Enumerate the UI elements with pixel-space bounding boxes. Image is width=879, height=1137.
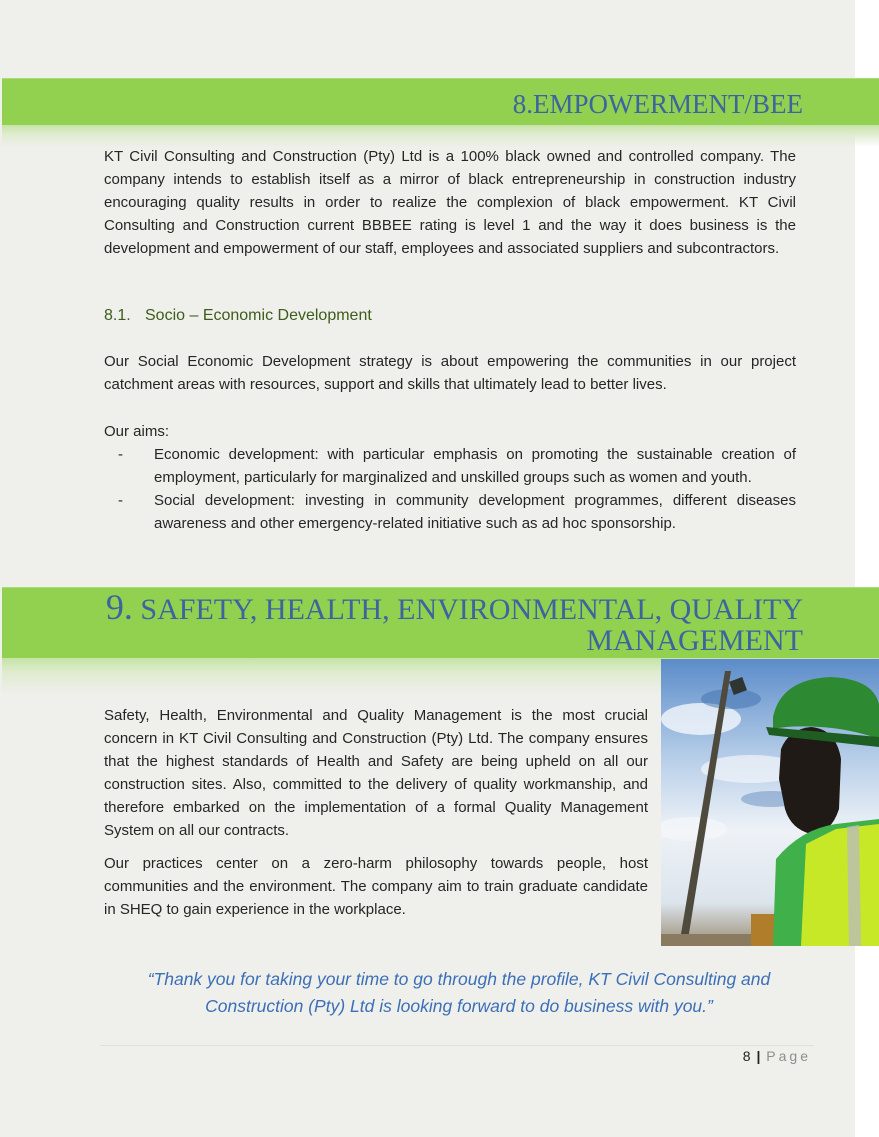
section-8-heading-number: 8. xyxy=(512,89,533,119)
aim-text: Economic development: with particular emphasis on promoting the sustainable creation of employment, particularly for marginalized and unskilled groups such as women and youth. xyxy=(154,446,796,486)
section-8-heading xyxy=(513,91,803,118)
subsection-8-1-heading xyxy=(104,307,372,325)
footer-divider xyxy=(100,1045,814,1046)
aims-list-item xyxy=(104,443,796,489)
section-9-heading xyxy=(83,587,803,657)
list-bullet-dash: - xyxy=(118,492,123,509)
subsection-number: 8.1. xyxy=(104,307,131,324)
subsection-title: Socio – Economic Development xyxy=(145,307,372,324)
section-8-heading-band xyxy=(2,78,879,125)
section-9-paragraph-1: Safety, Health, Environmental and Quality Management is the most crucial concern in KT Civil Consulting and Construction (Pty) Ltd. The company ensures that the highest standards of Health and Safety are being upheld on all our construction sites. Also, committed to the delivery of quality workmanship, and therefore embarked on the implementation of a formal Quality Management System on all our contracts. xyxy=(104,707,648,839)
section-9-paragraph-2: Our practices center on a zero-harm philosophy towards people, host communities and the environment. The company aim to train graduate candidate in SHEQ to gain experience in the workplace. xyxy=(104,855,648,918)
subsection-8-1-paragraph: Our Social Economic Development strategy is about empowering the communities in our project catchment areas with resources, support and skills that ultimately lead to better lives. xyxy=(104,353,796,393)
aim-text: Social development: investing in community development programmes, different diseases awareness and other emergency-related initiative such as ad hoc sponsorship. xyxy=(154,492,796,532)
section-8-heading-text: EMPOWERMENT/BEE xyxy=(533,89,803,119)
worker-photo-illustration xyxy=(661,659,879,946)
page-number: 8 xyxy=(742,1048,751,1064)
section-8-band-shadow xyxy=(2,125,879,147)
aims-list xyxy=(104,443,796,535)
aims-label: Our aims: xyxy=(104,423,170,440)
construction-worker-photo xyxy=(661,659,879,946)
section-8-paragraph: KT Civil Consulting and Construction (Pty) Ltd is a 100% black owned and controlled company. The company intends to establish itself as a mirror of black entrepreneurship in construction industry encouraging quality results in order to realize the complexion of black empowerment. KT Civil Consulting and Construction current BBBEE rating is level 1 and the way it does business is the development and empowerment of our staff, employees and associated suppliers and subcontractors. xyxy=(104,148,796,257)
section-9-heading-text: SAFETY, HEALTH, ENVIRONMENTAL, QUALITY MANAGEMENT xyxy=(140,593,803,657)
aims-list-item xyxy=(104,489,796,535)
closing-quote: “Thank you for taking your time to go through the profile, KT Civil Consulting and Construction (Pty) Ltd is looking forward to do business with you.” xyxy=(147,969,771,1016)
section-9-heading-band xyxy=(2,587,879,658)
section-9-heading-number: 9. xyxy=(105,587,133,627)
footer-separator: | xyxy=(756,1048,761,1064)
page-label: Page xyxy=(766,1048,811,1064)
list-bullet-dash: - xyxy=(118,446,123,463)
page-footer xyxy=(743,1048,811,1064)
